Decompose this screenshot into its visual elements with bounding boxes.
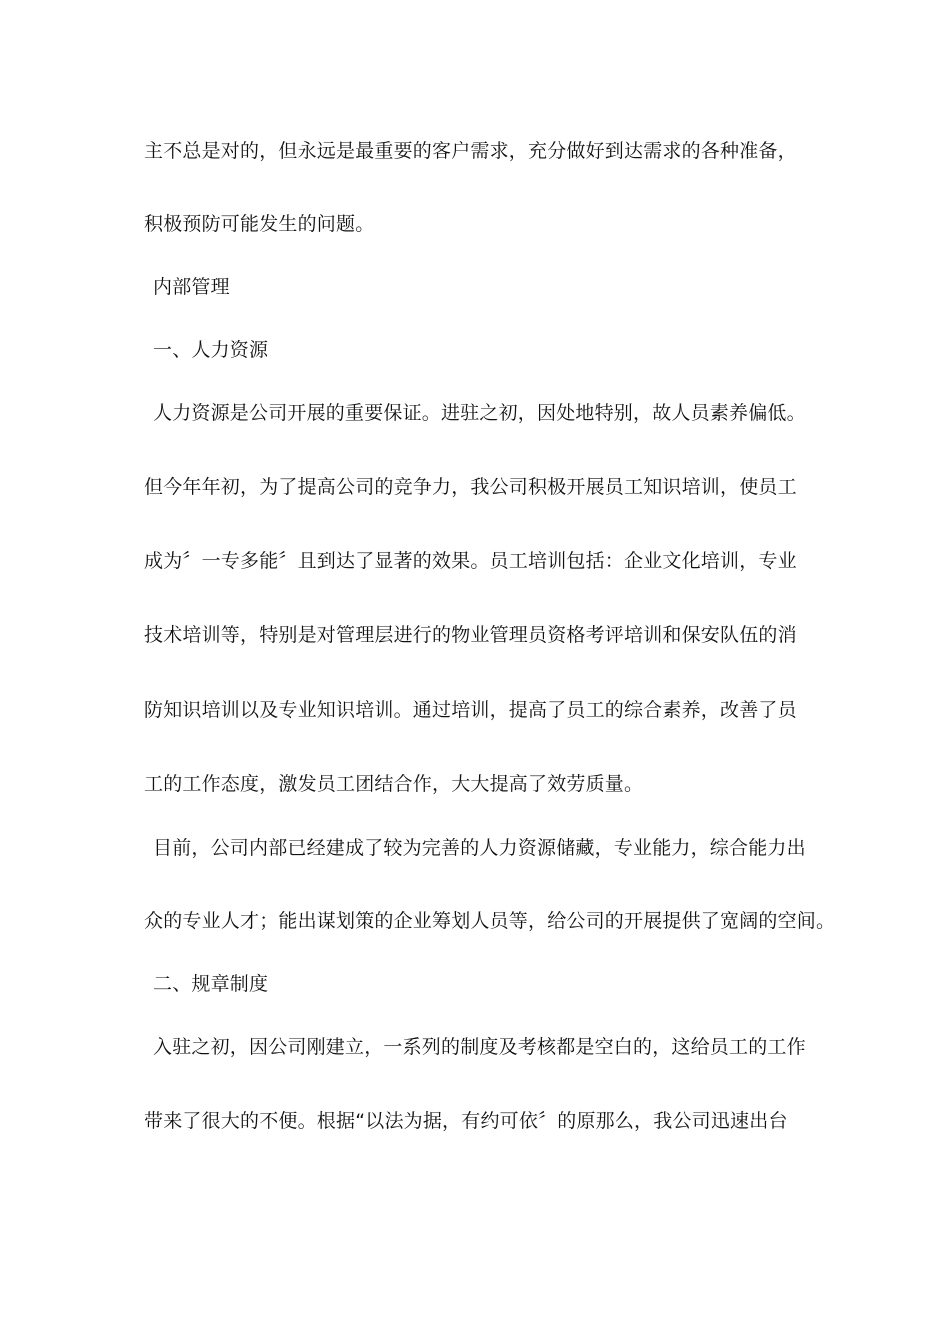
paragraph-line: 人力资源是公司开展的重要保证。进驻之初，因处地特别，故人员素养偏低。 xyxy=(153,402,806,424)
paragraph-line: 工的工作态度，激发员工团结合作，大大提高了效劳质量。 xyxy=(144,773,644,795)
paragraph-line: 目前，公司内部已经建成了较为完善的人力资源储藏，专业能力，综合能力出 xyxy=(153,837,806,859)
paragraph-line: 积极预防可能发生的问题。 xyxy=(144,213,375,235)
subsection-heading: 二、规章制度 xyxy=(153,973,269,995)
paragraph-line: 技术培训等，特别是对管理层进行的物业管理员资格考评培训和保安队伍的消 xyxy=(144,624,797,646)
paragraph-line: 防知识培训以及专业知识培训。通过培训，提高了员工的综合素养，改善了员 xyxy=(144,699,797,721)
paragraph-line: 主不总是对的，但永远是最重要的客户需求，充分做好到达需求的各种准备， xyxy=(144,140,797,162)
paragraph-line: 成为〞一专多能〞且到达了显著的效果。员工培训包括：企业文化培训，专业 xyxy=(144,550,797,572)
paragraph-line: 入驻之初，因公司刚建立，一系列的制度及考核都是空白的，这给员工的工作 xyxy=(153,1036,806,1058)
paragraph-line: 但今年年初，为了提高公司的竞争力，我公司积极开展员工知识培训，使员工 xyxy=(144,476,797,498)
paragraph-line: 众的专业人才；能出谋划策的企业筹划人员等，给公司的开展提供了宽阔的空间。 xyxy=(144,910,836,932)
subsection-heading: 一、人力资源 xyxy=(153,339,269,361)
paragraph-line: 带来了很大的不便。根据“以法为据，有约可依〞的原那么，我公司迅速出台 xyxy=(144,1110,788,1132)
section-heading: 内部管理 xyxy=(153,276,230,298)
